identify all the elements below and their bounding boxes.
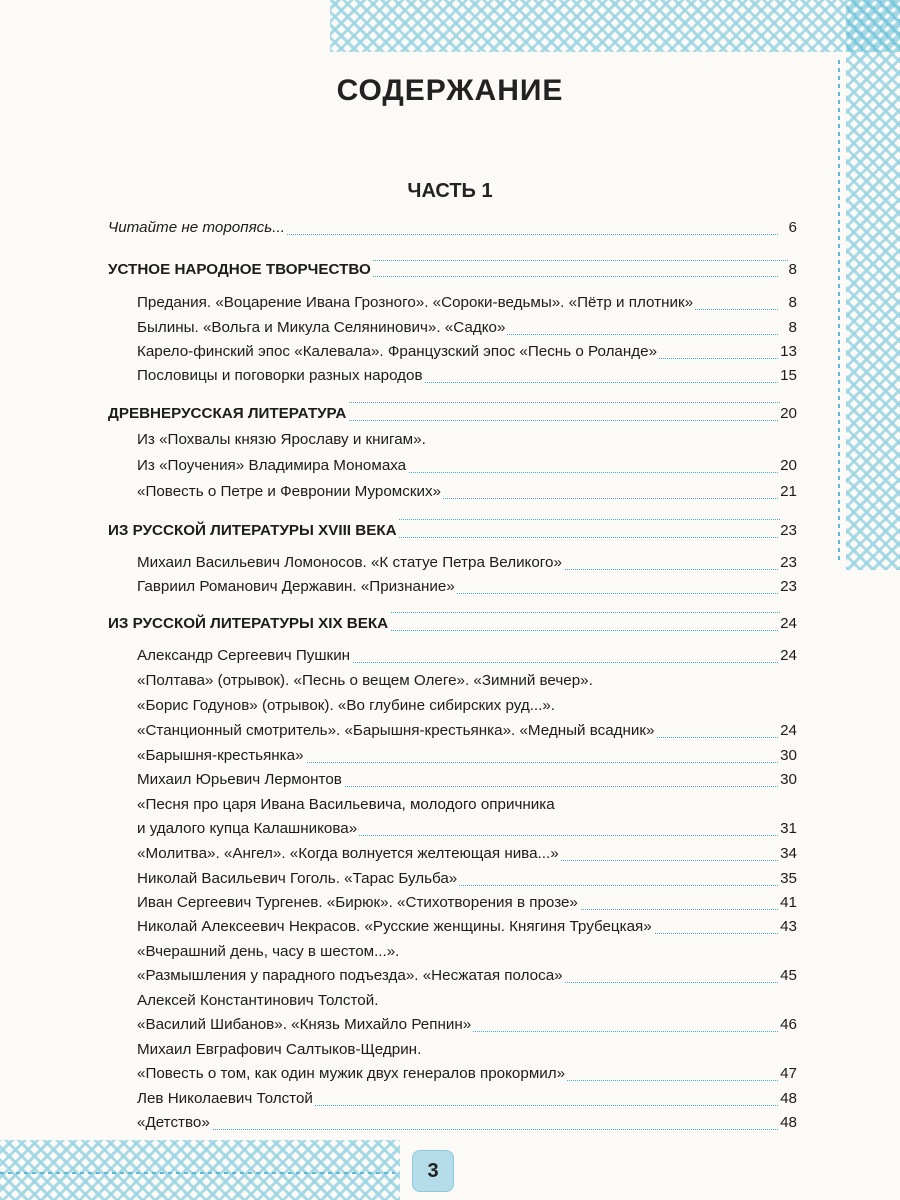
toc-entry-page: 34 — [780, 842, 797, 866]
toc-entry[interactable] — [0, 1038, 900, 1062]
toc-entry[interactable] — [0, 891, 900, 915]
toc-entry-title: Из «Поучения» Владимира Мономаха — [137, 454, 408, 478]
toc-entry[interactable] — [0, 480, 900, 504]
toc-entry-page: 30 — [780, 768, 797, 792]
toc-entry[interactable] — [0, 1111, 900, 1135]
toc-entry[interactable] — [0, 1062, 900, 1086]
toc-entry-title: Карело-финский эпос «Калевала». Французский эпос «Песнь о Роланде» — [137, 340, 659, 364]
toc-entry-page: 21 — [780, 480, 797, 504]
toc-entry-page: 48 — [780, 1087, 797, 1111]
toc-entry[interactable] — [0, 340, 900, 364]
toc-entry-title: «Полтава» (отрывок). «Песнь о вещем Олеге». «Зимний вечер». — [137, 669, 595, 693]
toc-entry-title: Михаил Юрьевич Лермонтов — [137, 768, 344, 792]
toc-entry-page: 23 — [780, 575, 797, 599]
toc-entry[interactable] — [0, 817, 900, 841]
toc-entry-page: 15 — [780, 364, 797, 388]
toc-entry-title: Пословицы и поговорки разных народов — [137, 364, 425, 388]
toc-entry[interactable] — [0, 316, 900, 340]
toc-entry-page: 24 — [780, 719, 797, 743]
toc-entry-page: 35 — [780, 867, 797, 891]
toc-entry[interactable] — [0, 719, 900, 743]
toc-entry-page: 20 — [780, 402, 797, 426]
toc-entry-title: Былины. «Вольга и Микула Селянинович». «Садко» — [137, 316, 507, 340]
toc-entry-title: Александр Сергеевич Пушкин — [137, 644, 352, 668]
toc-entry-page: 30 — [780, 744, 797, 768]
toc-section-heading[interactable] — [0, 258, 900, 282]
toc-entry-title: Читайте не торопясь... — [108, 216, 287, 240]
toc-entry-page: 43 — [780, 915, 797, 939]
page-number: 3 — [427, 1159, 439, 1182]
toc-entry-page: 6 — [789, 216, 797, 240]
toc-entry-page: 23 — [780, 551, 797, 575]
toc-entry-page: 13 — [780, 340, 797, 364]
toc-entry-title: Иван Сергеевич Тургенев. «Бирюк». «Стихотворения в прозе» — [137, 891, 580, 915]
toc-entry[interactable] — [0, 1087, 900, 1111]
toc-entry-title: Михаил Евграфович Салтыков-Щедрин. — [137, 1038, 423, 1062]
toc-entry[interactable] — [0, 744, 900, 768]
toc-entry-title: «Повесть о Петре и Февронии Муромских» — [137, 480, 443, 504]
toc-entry-title: «Вчерашний день, часу в шестом...». — [137, 940, 401, 964]
toc-entry[interactable] — [0, 575, 900, 599]
toc-entry[interactable] — [0, 793, 900, 817]
toc-entry[interactable] — [0, 989, 900, 1013]
toc-entry-page: 20 — [780, 454, 797, 478]
toc-entry[interactable] — [0, 454, 900, 478]
toc-entry-page: 46 — [780, 1013, 797, 1037]
toc-entry[interactable] — [0, 694, 900, 718]
toc-entry-title: Михаил Васильевич Ломоносов. «К статуе Петра Великого» — [137, 551, 564, 575]
toc-entry[interactable] — [0, 291, 900, 315]
toc-entry[interactable] — [0, 915, 900, 939]
toc-entry[interactable] — [0, 216, 900, 240]
toc-entry[interactable] — [0, 768, 900, 792]
toc-entry[interactable] — [0, 551, 900, 575]
toc-entry-page: 48 — [780, 1111, 797, 1135]
toc-entry-title: «Станционный смотритель». «Барышня-крестьянка». «Медный всадник» — [137, 719, 657, 743]
toc-entry-page: 24 — [780, 612, 797, 636]
toc-entry-title: ИЗ РУССКОЙ ЛИТЕРАТУРЫ XVIII ВЕКА — [108, 519, 399, 543]
toc-entry-title: Николай Васильевич Гоголь. «Тарас Бульба» — [137, 867, 459, 891]
toc-entry-title: «Песня про царя Ивана Васильевича, молодого опричника — [137, 793, 557, 817]
toc-entry-title: «Молитва». «Ангел». «Когда волнуется желтеющая нива...» — [137, 842, 561, 866]
toc-entry-page: 41 — [780, 891, 797, 915]
toc-entry-title: «Борис Годунов» (отрывок). «Во глубине сибирских руд...». — [137, 694, 557, 718]
toc-entry[interactable] — [0, 1013, 900, 1037]
toc-entry[interactable] — [0, 940, 900, 964]
toc-entry[interactable] — [0, 842, 900, 866]
toc-entry-title: Николай Алексеевич Некрасов. «Русские женщины. Княгиня Трубецкая» — [137, 915, 654, 939]
toc-entry-title: «Детство» — [137, 1111, 212, 1135]
toc-entry-title: ИЗ РУССКОЙ ЛИТЕРАТУРЫ XIX ВЕКА — [108, 612, 390, 636]
toc-entry-title: Лев Николаевич Толстой — [137, 1087, 315, 1111]
toc-section-heading[interactable] — [0, 402, 900, 426]
toc-entry[interactable] — [0, 428, 900, 452]
toc-entry-title: Предания. «Воцарение Ивана Грозного». «Сороки-ведьмы». «Пётр и плотник» — [137, 291, 695, 315]
toc-entry-page: 23 — [780, 519, 797, 543]
toc-entry[interactable] — [0, 964, 900, 988]
page-title: СОДЕРЖАНИЕ — [336, 74, 564, 107]
toc-entry-title: Алексей Константинович Толстой. — [137, 989, 380, 1013]
toc-entry-title: и удалого купца Калашникова» — [137, 817, 359, 841]
toc-entry[interactable] — [0, 364, 900, 388]
toc-entry-page: 31 — [780, 817, 797, 841]
toc-section-heading[interactable] — [0, 519, 900, 543]
toc-entry[interactable] — [0, 867, 900, 891]
toc-entry[interactable] — [0, 669, 900, 693]
toc-entry-page: 45 — [780, 964, 797, 988]
toc-entry-title: «Барышня-крестьянка» — [137, 744, 306, 768]
toc-entry-title: Из «Похвалы князю Ярославу и книгам». — [137, 428, 428, 452]
toc-entry-page: 8 — [789, 316, 797, 340]
toc-entry-title: «Повесть о том, как один мужик двух генералов прокормил» — [137, 1062, 567, 1086]
toc-entry-title: «Размышления у парадного подъезда». «Несжатая полоса» — [137, 964, 565, 988]
toc-entry-title: «Василий Шибанов». «Князь Михайло Репнин» — [137, 1013, 473, 1037]
leader-dots — [137, 1129, 778, 1130]
toc-section-heading[interactable] — [0, 612, 900, 636]
toc-entry[interactable] — [0, 644, 900, 668]
toc-entry-page: 8 — [789, 291, 797, 315]
toc-entry-title: Гавриил Романович Державин. «Признание» — [137, 575, 457, 599]
toc-entry-title: УСТНОЕ НАРОДНОЕ ТВОРЧЕСТВО — [108, 258, 373, 282]
part-heading: ЧАСТЬ 1 — [407, 180, 493, 202]
toc-entry-page: 8 — [789, 258, 797, 282]
page-number-badge — [412, 1150, 454, 1192]
toc-entry-page: 47 — [780, 1062, 797, 1086]
toc-entry-page: 24 — [780, 644, 797, 668]
toc-entry-title: ДРЕВНЕРУССКАЯ ЛИТЕРАТУРА — [108, 402, 348, 426]
